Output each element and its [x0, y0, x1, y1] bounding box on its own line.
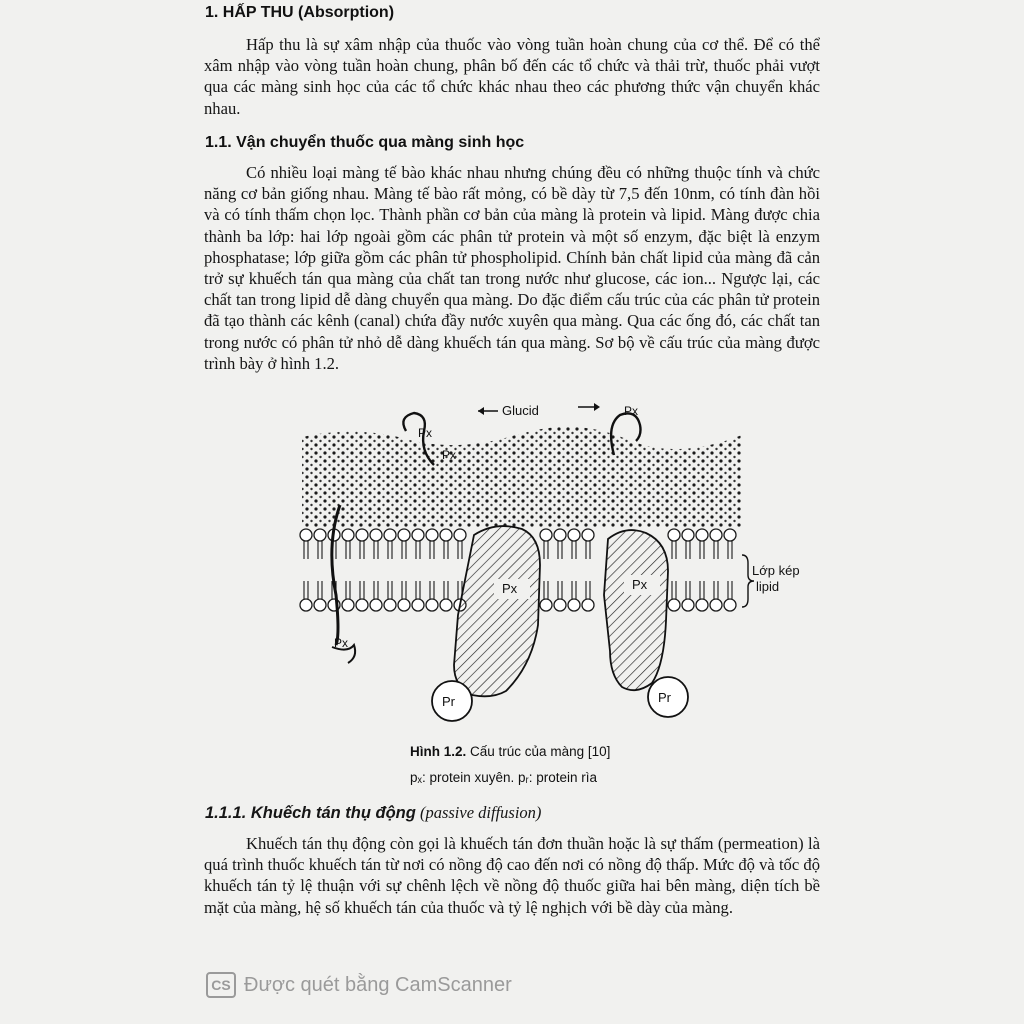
caption-title: Cấu trúc của màng [10] — [470, 744, 611, 759]
label-glucid: Glucid — [502, 403, 539, 418]
label-px-4: Px — [502, 581, 518, 596]
label-pr-right: Pr — [658, 690, 671, 705]
camscanner-logo-icon: CS — [206, 972, 236, 998]
intro-paragraph — [204, 34, 820, 119]
section-heading: 1. HẤP THU (Absorption) — [205, 4, 395, 21]
subsubsection-english: (passive diffusion) — [419, 803, 542, 822]
membrane-paragraph — [204, 162, 820, 374]
camscanner-watermark — [206, 972, 512, 998]
camscanner-text: Được quét bằng CamScanner — [244, 973, 512, 996]
subsection-heading: 1.1. Vận chuyển thuốc qua màng sinh học — [205, 134, 525, 151]
label-px-1: Px — [418, 426, 433, 440]
subsubsection-heading — [205, 803, 541, 823]
passive-diffusion-text: Khuếch tán thụ động còn gọi là khuếch tán đơn thuần hoặc là sự thấm (permeation) là quá trình thuốc khuếch tán từ nơi có nồng độ cao đến nơi có nồng độ thấp. Mức độ và tốc độ khuếch tán tỷ lệ thuận với sự chênh lệch về nồng độ thuốc giữa hai bên màng, diện tích bề mặt của màng, hệ số khuếch tán của thuốc và tỷ lệ nghịch với bề dày của màng. — [204, 834, 820, 917]
passive-diffusion-paragraph — [204, 833, 820, 918]
subsubsection-title: 1.1.1. Khuếch tán thụ động — [205, 804, 416, 822]
membrane-structure-figure — [296, 395, 820, 725]
outer-protein-layer — [302, 427, 742, 527]
label-px-6: Px — [334, 636, 349, 650]
label-bilayer-2: lipid — [756, 579, 780, 594]
label-bilayer-1: Lớp kép — [752, 563, 800, 578]
caption-number: Hình 1.2. — [410, 744, 467, 759]
figure-legend: pₓ: protein xuyên. pᵣ: protein rìa — [410, 770, 598, 785]
label-px-2: Px — [442, 448, 457, 462]
integral-protein-left — [454, 526, 540, 696]
label-px-3: Px — [624, 404, 639, 418]
label-px-5: Px — [632, 577, 648, 592]
label-pr-left: Pr — [442, 694, 455, 709]
intro-paragraph-text: Hấp thu là sự xâm nhập của thuốc vào vòng tuần hoàn chung của cơ thể. Để có thể xâm nhập vào vòng tuần hoàn chung, phân bố đến các tổ chức và thải trừ, thuốc phải vượt qua các màng sinh học của các tổ chức khác nhau theo các phương thức vận chuyển khác nhau. — [204, 35, 820, 118]
membrane-paragraph-text: Có nhiều loại màng tế bào khác nhau nhưng chúng đều có những thuộc tính và chức năng cơ bản giống nhau. Màng tế bào rất mỏng, có bề dày từ 7,5 đến 10nm, có tính đàn hồi và có tính thấm chọn lọc. Thành phần cơ bản của màng là protein và lipid. Màng được chia thành ba lớp: hai lớp ngoài gồm các phân tử protein và một số enzym, đặc biệt là enzym phosphatase; lớp giữa gồm các phân tử phospholipid. Chính bản chất lipid của màng đã cản trở sự khuếch tán qua màng của chất tan trong nước như glucose, các ion... Ngược lại, các chất tan trong lipid dễ dàng chuyển qua màng. Do đặc điểm cấu trúc của các phân tử protein đã tạo thành các kênh (canal) chứa đầy nước xuyên qua màng. Qua các ống đó, các chất tan trong nước có phân tử nhỏ dễ dàng khuếch tán qua màng. Sơ bộ về cấu trúc của màng được trình bày ở hình 1.2. — [204, 163, 820, 373]
integral-protein-right — [604, 530, 668, 690]
figure-caption — [410, 744, 610, 759]
